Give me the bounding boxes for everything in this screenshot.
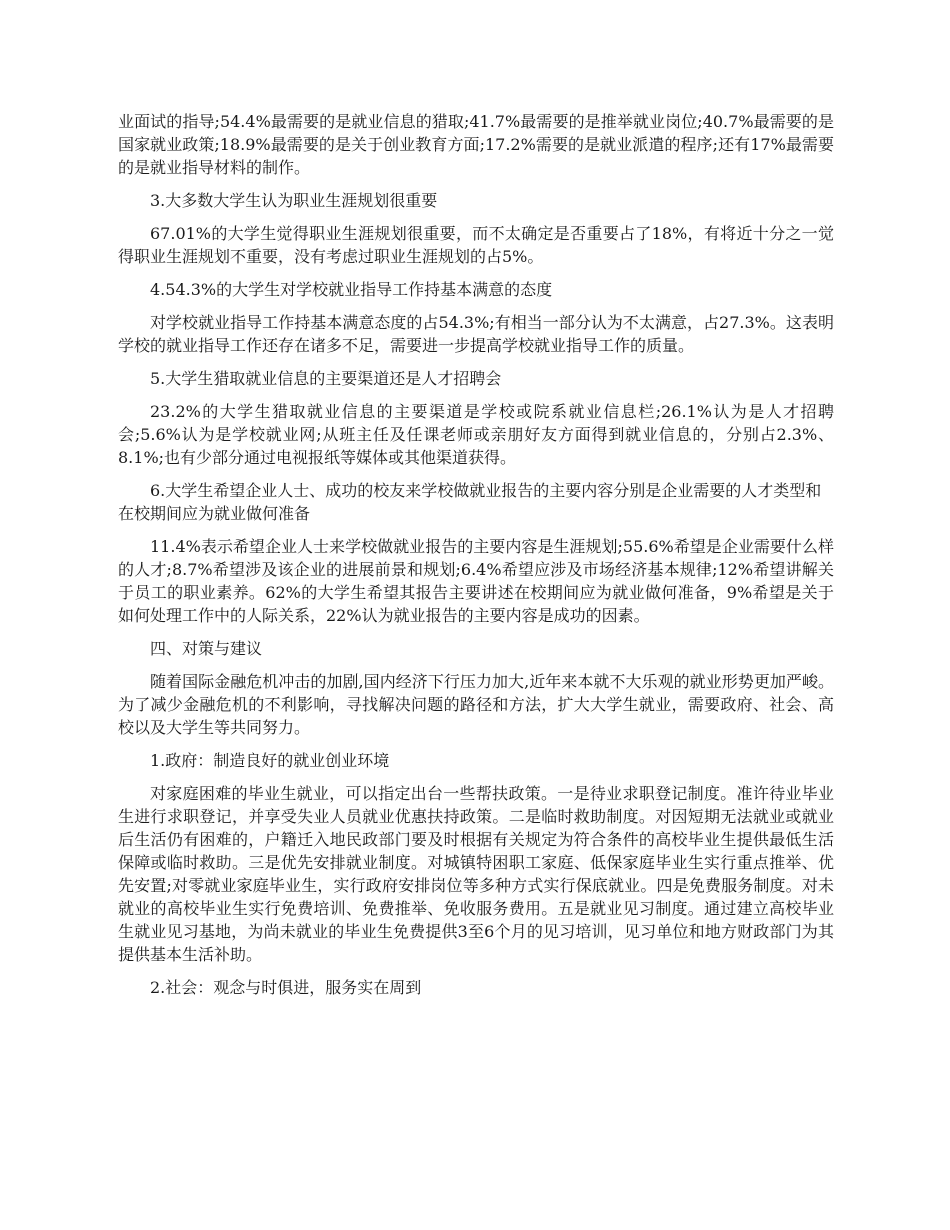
paragraph: 对学校就业指导工作持基本满意态度的占54.3%;有相当一部分认为不太满意，占27.3%。这表明学校的就业指导工作还存在诸多不足，需要进一步提高学校就业指导工作的质量。	[118, 313, 834, 355]
subsection-heading-2: 2.社会：观念与时俱进，服务实在周到	[150, 978, 422, 997]
document-page	[118, 110, 834, 1009]
paragraph: 67.01%的大学生觉得职业生涯规划很重要，而不太确定是否重要占了18%，有将近十分之一觉得职业生涯规划不重要，没有考虑过职业生涯规划的占5%。	[118, 224, 834, 266]
section-heading-6: 6.大学生希望企业人士、成功的校友来学校做就业报告的主要内容分别是企业需要的人才类型和在校期间应为就业做何准备	[118, 481, 822, 523]
chapter-heading-4: 四、对策与建议	[150, 639, 263, 658]
section-heading-3: 3.大多数大学生认为职业生涯规划很重要	[150, 191, 438, 210]
section-heading-4: 4.54.3%的大学生对学校就业指导工作持基本满意的态度	[150, 280, 553, 299]
subsection-heading-1: 1.政府：制造良好的就业创业环境	[150, 751, 390, 770]
section-heading-5: 5.大学生猎取就业信息的主要渠道还是人才招聘会	[150, 369, 502, 388]
paragraph: 23.2%的大学生猎取就业信息的主要渠道是学校或院系就业信息栏;26.1%认为是人才招聘会;5.6%认为是学校就业网;从班主任及任课老师或亲朋好友方面得到就业信息的，分别占2.3%、8.1%;也有少部分通过电视报纸等媒体或其他渠道获得。	[118, 402, 834, 467]
paragraph-continued: 业面试的指导;54.4%最需要的是就业信息的猎取;41.7%最需要的是推举就业岗位;40.7%最需要的是国家就业政策;18.9%最需要的是关于创业教育方面;17.2%需要的是就业派遣的程序;还有17%最需要的是就业指导材料的制作。	[118, 112, 834, 177]
paragraph: 随着国际金融危机冲击的加剧,国内经济下行压力加大,近年来本就不大乐观的就业形势更加严峻。为了减少金融危机的不利影响，寻找解决问题的路径和方法，扩大大学生就业，需要政府、社会、高校以及大学生等共同努力。	[118, 672, 834, 737]
paragraph: 11.4%表示希望企业人士来学校做就业报告的主要内容是生涯规划;55.6%希望是企业需要什么样的人才;8.7%希望涉及该企业的进展前景和规划;6.4%希望应涉及市场经济基本规律;12%希望讲解关于员工的职业素养。62%的大学生希望其报告主要讲述在校期间应为就业做何准备，9%希望是关于如何处理工作中的人际关系，22%认为就业报告的主要内容是成功的因素。	[118, 537, 834, 625]
paragraph: 对家庭困难的毕业生就业，可以指定出台一些帮扶政策。一是待业求职登记制度。准许待业毕业生进行求职登记，并享受失业人员就业优惠扶持政策。二是临时救助制度。对因短期无法就业或就业后生活仍有困难的，户籍迁入地民政部门要及时根据有关规定为符合条件的高校毕业生提供最低生活保障或临时救助。三是优先安排就业制度。对城镇特困职工家庭、低保家庭毕业生实行重点推举、优先安置;对零就业家庭毕业生，实行政府安排岗位等多种方式实行保底就业。四是免费服务制度。对未就业的高校毕业生实行免费培训、免费推举、免收服务费用。五是就业见习制度。通过建立高校毕业生就业见习基地，为尚未就业的毕业生免费提供3至6个月的见习培训，见习单位和地方财政部门为其提供基本生活补助。	[118, 784, 834, 964]
